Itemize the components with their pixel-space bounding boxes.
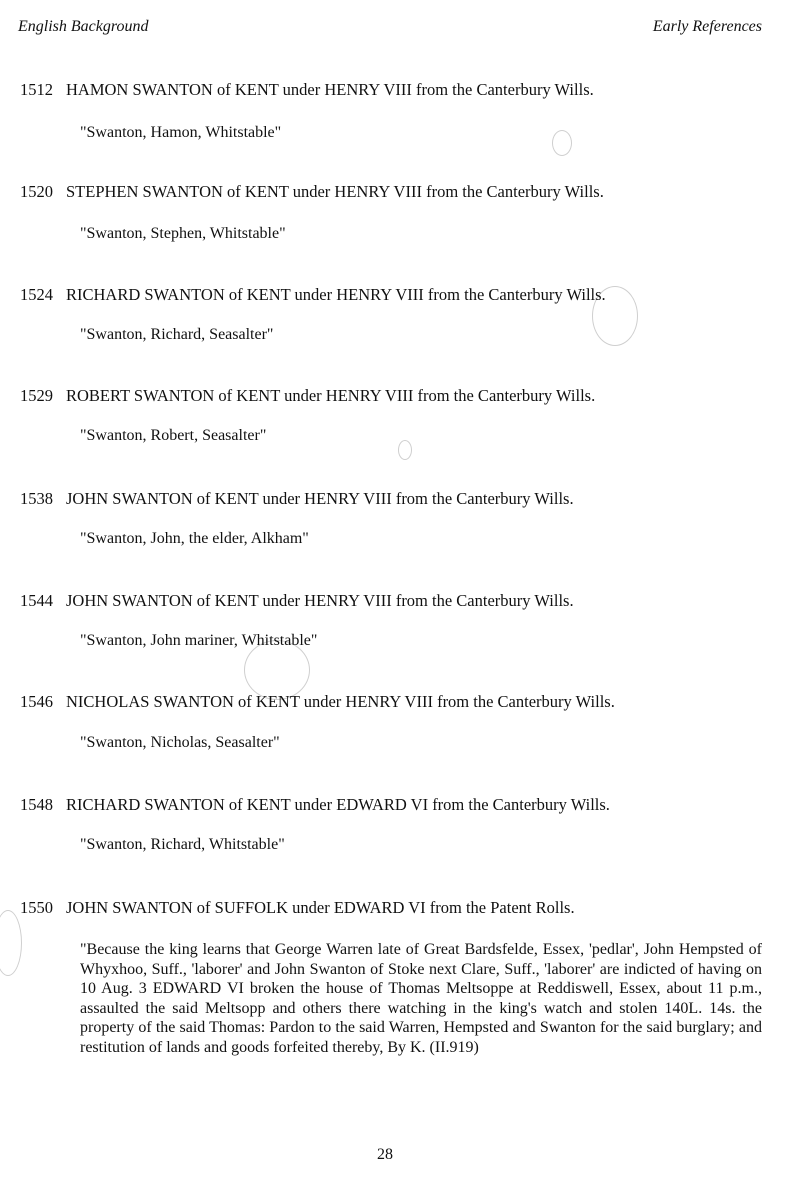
entry-year: 1520	[20, 182, 53, 201]
entry-heading	[20, 80, 594, 100]
entry-heading-text: JOHN SWANTON of KENT under HENRY VIII from the Canterbury Wills.	[66, 591, 574, 610]
entry-heading	[20, 591, 574, 611]
entry-quote: "Swanton, John mariner, Whitstable"	[80, 632, 318, 649]
entry-quote: "Swanton, John, the elder, Alkham"	[80, 530, 309, 547]
coffee-stain	[552, 130, 572, 156]
entry-heading-text: ROBERT SWANTON of KENT under HENRY VIII from the Canterbury Wills.	[66, 386, 596, 405]
entry-year: 1512	[20, 80, 53, 99]
entry-heading	[20, 795, 610, 815]
entry-heading	[20, 692, 615, 712]
entry-heading-text: HAMON SWANTON of KENT under HENRY VIII from the Canterbury Wills.	[66, 80, 594, 99]
entry-heading-text: JOHN SWANTON of KENT under HENRY VIII from the Canterbury Wills.	[66, 489, 574, 508]
entry-year: 1538	[20, 489, 53, 508]
entry-heading-text: RICHARD SWANTON of KENT under HENRY VIII from the Canterbury Wills.	[66, 285, 606, 304]
coffee-stain	[398, 440, 412, 460]
header-right-title: Early References	[652, 18, 762, 35]
entry-heading	[20, 285, 606, 305]
entry-quote: "Swanton, Nicholas, Seasalter"	[80, 734, 280, 751]
entry-year: 1546	[20, 692, 53, 711]
entry-heading	[20, 182, 604, 202]
entry-heading	[20, 386, 595, 406]
entry-year: 1550	[20, 898, 53, 917]
coffee-stain	[0, 910, 22, 976]
entry-quote: "Swanton, Stephen, Whitstable"	[80, 225, 286, 242]
entry-heading	[20, 489, 574, 509]
entry-heading-text: NICHOLAS SWANTON of KENT under HENRY VIII from the Canterbury Wills.	[66, 692, 615, 711]
entry-heading-text: RICHARD SWANTON of KENT under EDWARD VI from the Canterbury Wills.	[66, 795, 610, 814]
entry-year: 1524	[20, 285, 53, 304]
entry-heading-text: JOHN SWANTON of SUFFOLK under EDWARD VI from the Patent Rolls.	[66, 898, 575, 917]
entry-heading-text: STEPHEN SWANTON of KENT under HENRY VIII from the Canterbury Wills.	[66, 182, 604, 201]
entry-quote: "Swanton, Robert, Seasalter"	[80, 427, 267, 444]
entry-heading	[20, 898, 575, 918]
header-left-title: English Background	[18, 18, 149, 35]
entry-quote: "Swanton, Hamon, Whitstable"	[80, 124, 282, 141]
entry-year: 1544	[20, 591, 53, 610]
entry-quote-paragraph: "Because the king learns that George Warren late of Great Bardsfelde, Essex, 'pedlar', John Hempsted of Whyxhoo, Suff., 'laborer' and John Swanton of Stoke next Clare, Suff., 'laborer' are indicted of having on 10 Aug. 3 EDWARD VI broken the house of Thomas Meltsoppe at Reddiswell, Essex, about 11 p.m., assaulted the said Meltsopp and others there watching in the king's watch and stolen 140L. 14s. the property of the said Thomas: Pardon to the said Warren, Hempsted and Swanton for the said burglary; and restitution of lands and goods forfeited thereby, By K. (II.919)	[80, 941, 762, 1056]
entry-year: 1529	[20, 386, 53, 405]
entry-quote: "Swanton, Richard, Seasalter"	[80, 326, 274, 343]
entry-year: 1548	[20, 795, 53, 814]
entry-quote: "Swanton, Richard, Whitstable"	[80, 836, 285, 853]
page-number: 28	[377, 1146, 393, 1163]
